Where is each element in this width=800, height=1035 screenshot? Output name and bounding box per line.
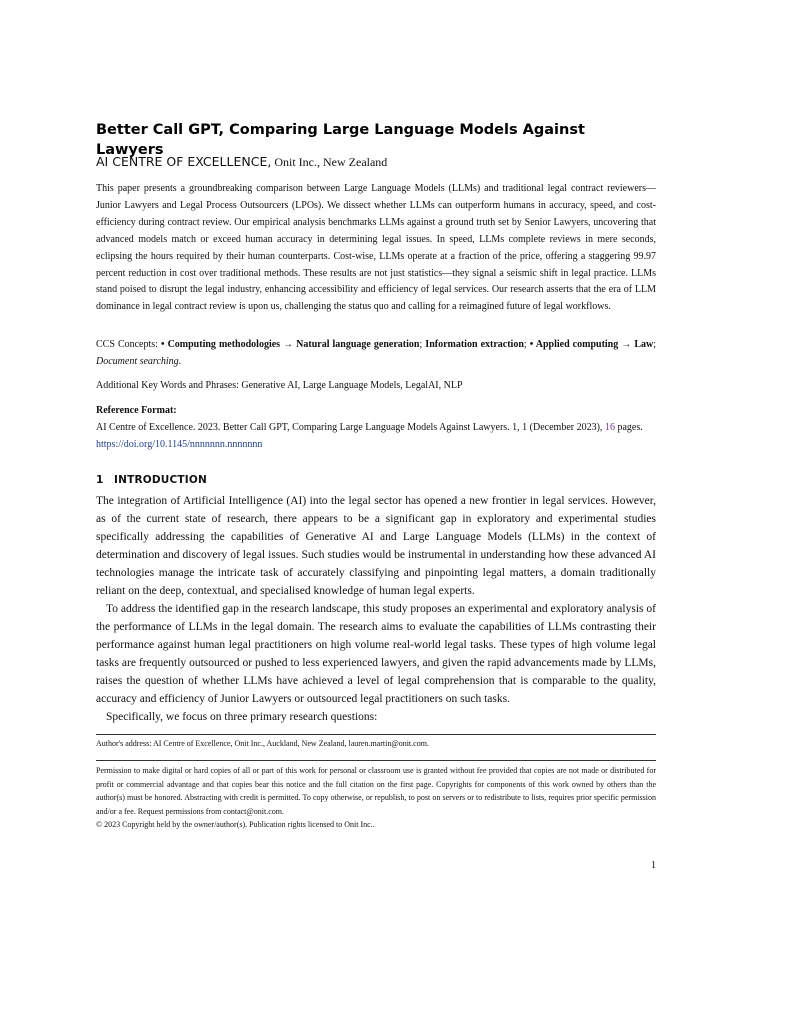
footnote-divider (96, 760, 656, 761)
reference-format (96, 419, 656, 453)
ccs-arrow: → (283, 339, 294, 350)
ccs-concept: Natural language generation (296, 339, 420, 350)
author-line (96, 153, 656, 171)
permission-notice (96, 764, 656, 832)
reference-text-end: pages. (617, 422, 643, 433)
footnote-divider (96, 734, 656, 735)
author-affiliation: Onit Inc., New Zealand (274, 155, 388, 169)
reference-text: AI Centre of Excellence. 2023. Better Call GPT, Comparing Large Language Models Against Lawyers. 1, 1 (December 2023), (96, 422, 603, 433)
keywords: Additional Key Words and Phrases: Generative AI, Large Language Models, LegalAI, NLP (96, 380, 463, 391)
ccs-separator: ; (419, 339, 423, 350)
introduction-body (96, 492, 656, 726)
page-number: 1 (651, 860, 656, 871)
section-heading (96, 472, 656, 488)
ccs-separator: ; (653, 339, 657, 350)
ccs-concept: Document searching (96, 356, 179, 367)
author-address: Author's address: AI Centre of Excellence, Onit Inc., Auckland, New Zealand, lauren.martin@onit.com. (96, 739, 429, 748)
ccs-label: CCS Concepts: (96, 339, 158, 350)
ccs-bullet: • (161, 339, 165, 350)
ccs-concept: Law (634, 339, 654, 350)
section-title: INTRODUCTION (114, 474, 207, 486)
section-number: 1 (96, 474, 104, 486)
paragraph: The integration of Artificial Intelligence (AI) into the legal sector has opened a new frontier in legal services. However, as of the current state of research, there appears to be a significant gap in exploratory and experimental studies specifically addressing the capabilities of Generative AI and Large Language Models (LLMs) in the context of determination and discovery of legal issues. Such studies would be instrumental in understanding how these advanced AI technologies manage the intricate task of accurately classifying and pinpointing legal matters, a domain traditionally reliant on the deep, contextual, and specialised knowledge of human legal experts. (96, 495, 656, 597)
paragraph: To address the identified gap in the research landscape, this study proposes an experimental and exploratory analysis of the performance of LLMs in the legal domain. The research aims to evaluate the capabilities of LLMs contrasting their performance against human legal practitioners on high volume real-world legal tasks. These types of high volume legal tasks are frequently outsourced or pushed to less experienced lawyers, and given the rapid advancements made by LLMs, raises the question of whether LLMs have achieved a level of legal comprehension that is comparable to the quality, accuracy and efficiency of Junior Lawyers or outsourced legal practitioners on such tasks. (96, 603, 656, 705)
ccs-concept: Applied computing (535, 339, 619, 350)
reference-format-heading: Reference Format: (96, 405, 177, 416)
paper-title: Better Call GPT, Comparing Large Language Models Against Lawyers (96, 122, 585, 158)
ccs-end: . (178, 356, 182, 367)
abstract: This paper presents a groundbreaking comparison between Large Language Models (LLMs) and traditional legal contract reviewers—Junior Lawyers and Legal Process Outsourcers (LPOs). We dissect whether LLMs can outperform humans in accuracy, speed, and cost-efficiency during contract review. Our empirical analysis benchmarks LLMs against a ground truth set by Senior Lawyers, uncovering that advanced models match or exceed human accuracy in determining legal issues. In speed, LLMs complete reviews in mere seconds, eclipsing the hours required by their human counterparts. Cost-wise, LLMs operate at a fraction of the price, offering a staggering 99.97 percent reduction in cost over traditional methods. These results are not just statistics—they signal a seismic shift in legal practice. LLMs stand poised to disrupt the legal industry, enhancing accessibility and efficiency of legal services. Our research asserts that the era of LLM dominance in legal contract review is upon us, challenging the status quo and calling for a reimagined future of legal workflows. (96, 183, 656, 313)
ccs-arrow: → (621, 339, 632, 350)
ccs-bullet: • (529, 339, 534, 350)
copyright-text: © 2023 Copyright held by the owner/author(s). Publication rights licensed to Onit Inc.. (96, 820, 375, 829)
doi-link[interactable]: https://doi.org/10.1145/nnnnnnn.nnnnnnn (96, 439, 263, 450)
paragraph: Specifically, we focus on three primary research questions: (106, 711, 378, 723)
ccs-concept: Information extraction (425, 339, 524, 350)
author-name: AI CENTRE OF EXCELLENCE, (96, 154, 272, 169)
ccs-concept: Computing methodologies (167, 339, 281, 350)
page-count-link[interactable]: 16 (604, 422, 615, 433)
ccs-separator: ; (523, 339, 527, 350)
permission-text: Permission to make digital or hard copies of all or part of this work for personal or classroom use is granted without fee provided that copies are not made or distributed for profit or commercial advantage and that copies bear this notice and the full citation on the first page. Copyrights for components of this work owned by others than the author(s) must be honored. Abstracting with credit is permitted. To copy otherwise, or republish, to post on servers or to redistribute to lists, requires prior specific permission and/or a fee. Request permissions from contact@onit.com. (96, 766, 656, 816)
ccs-concepts (96, 336, 656, 370)
